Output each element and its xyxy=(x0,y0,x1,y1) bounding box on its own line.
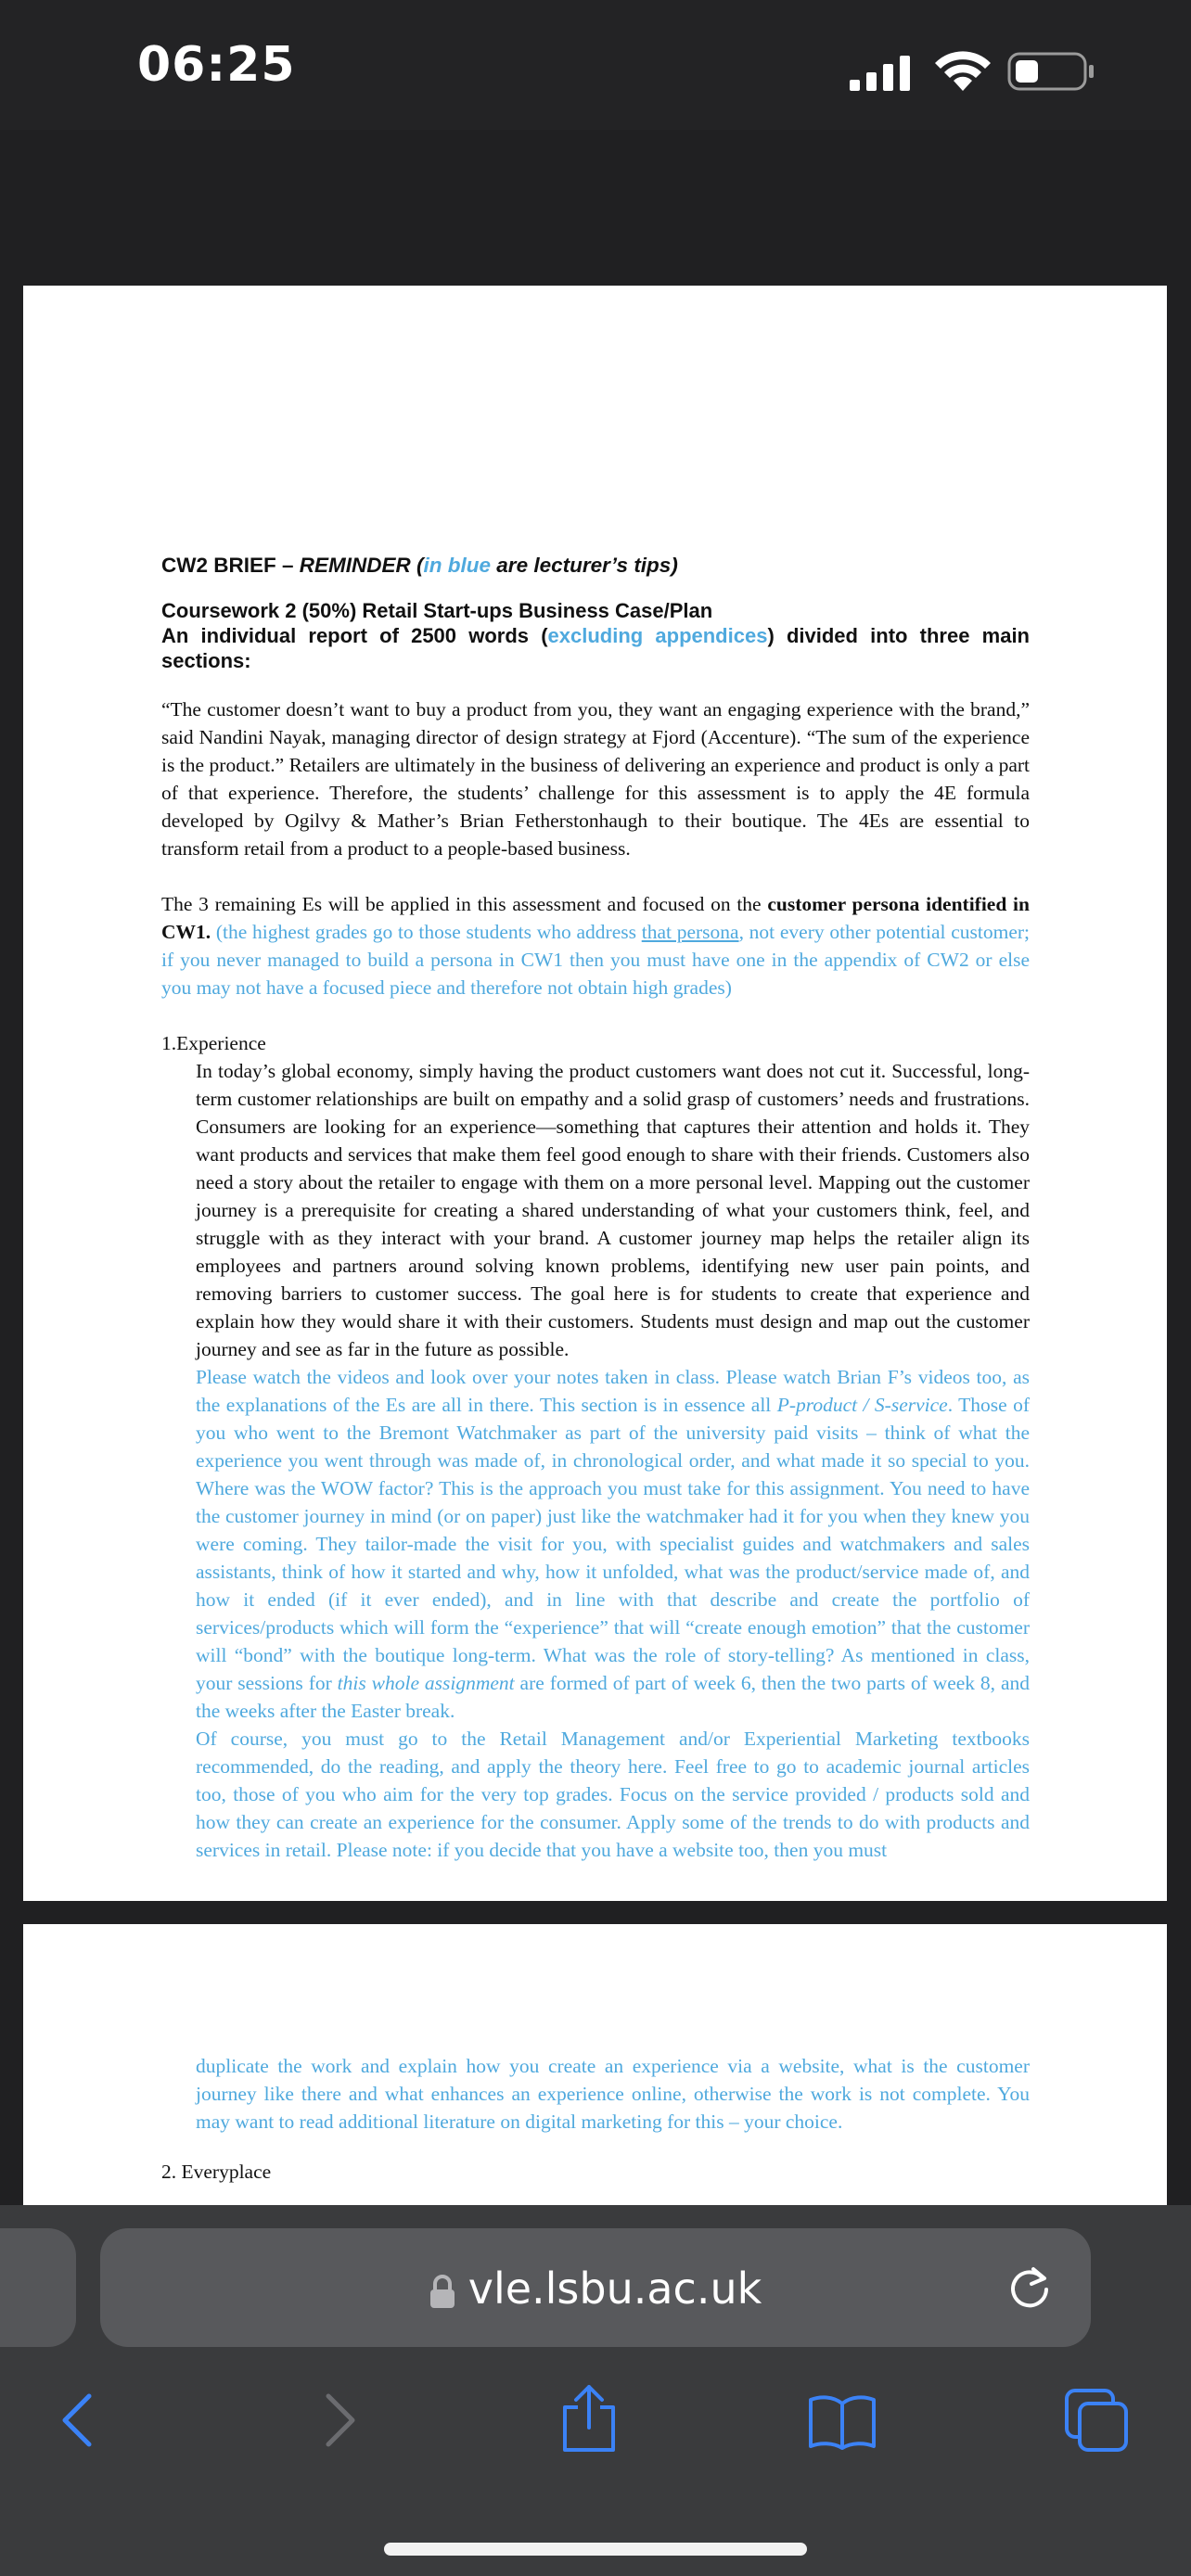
es-paragraph-text: The 3 remaining Es will be applied in this assessment and focused on the xyxy=(161,893,768,915)
document-page-2 xyxy=(23,1924,1167,2205)
brief-title-prefix: CW2 BRIEF – xyxy=(161,554,300,577)
share-icon[interactable] xyxy=(559,2383,619,2454)
report-line-after: ) divided into three main sections: xyxy=(161,624,1030,672)
lock-icon xyxy=(429,2275,455,2310)
experience-tip-1 xyxy=(196,1363,1030,1725)
signal-icon xyxy=(850,54,918,91)
brief-title-in-blue: in blue xyxy=(423,554,492,577)
section-1-text: In today’s global economy, simply having the product customers want does not cut it. Successful, long-term customer relationships are built on empathy and a solid grasp of customers’ needs and frustrations. Consumers are looking for an experience—something that captures their attention and holds it. They want products and services that make them feel good enough to share with their friends. Customers also need a story about the retailer to engage with them on a more personal level. Mapping out the customer journey is a prerequisite for creating a shared understanding of what your customers think, feel, and struggle with as they interact with your brand. A customer journey map helps the retailer align its employees and partners around solving known problems, identifying new user pain points, and removing barriers to customer success. The goal here is for students to create that experience and explain how they would share it with their customers. Students must design and map out the customer journey and see as far in the future as possible. xyxy=(196,1060,1030,1360)
page-1-content xyxy=(161,552,1030,1864)
brief-title xyxy=(161,552,1030,580)
intro-paragraph: “The customer doesn’t want to buy a product from you, they want an engaging experience with the brand,” said Nandini Nayak, managing director of design strategy at Fjord (Accenture). “The sum of the experience is the product.” Retailers are ultimately in the business of delivering an experience and product is only a part of that experience. Therefore, the students’ challenge for this assessment is to apply the 4E formula developed by Ogilvy & Mather’s Brian Fetherstonhaugh to their boutique. The 4Es are essential to transform retail from a product to a people-based business. xyxy=(161,698,1030,860)
brief-title-paren: ( xyxy=(410,554,424,577)
es-tip-underlined: that persona xyxy=(641,921,739,943)
tip-1-italic: P-product / S-service xyxy=(776,1394,948,1416)
previous-tab-stub[interactable] xyxy=(0,2228,76,2347)
address-bar[interactable] xyxy=(100,2228,1091,2347)
tabs-icon[interactable] xyxy=(1063,2387,1130,2454)
tip-1-italic-2: this whole assignment xyxy=(337,1672,515,1694)
section-2-heading: 2. Everyplace xyxy=(161,2161,272,2183)
url-display[interactable] xyxy=(100,2264,1091,2314)
chevron-left-icon[interactable] xyxy=(58,2391,98,2450)
tip-1-before: Please watch the videos and look over your notes taken in class. Please watch Brian F’s videos too, as the explanations of the Es are all in there. This section is in essence all xyxy=(196,1366,1030,1416)
document-page-1 xyxy=(23,286,1167,1901)
url-text: vle.lsbu.ac.uk xyxy=(467,2264,762,2314)
book-icon[interactable] xyxy=(807,2394,877,2450)
report-line-before: An individual report of 2500 words ( xyxy=(161,624,548,647)
status-icons xyxy=(850,50,1100,95)
browser-toolbar xyxy=(0,2205,1191,2576)
reload-icon[interactable] xyxy=(1005,2264,1054,2312)
status-bar xyxy=(0,0,1191,130)
tip-1-after: . Those of you who went to the Bremont Watchmaker as part of the university paid visits – think of what the experience you went through was made of, in chronological order, and what made it so special to you. Where was the WOW factor? This is the approach you must take for this assignment. You need to have the customer journey in mind (or on paper) just like the watchmaker had it for you when they knew you were coming. They tailor-made the visit for you, with specialist guides and watchmakers and sales assistants, think of how it started and why, how it unfolded, what was the product/service made of, and how it ended (if it ever ended), and in line with that describe and create the portfolio of services/products which will form the “experience” that will “create enough emotion” that the customer will “bond” with the boutique long-term. What was the role of story-telling? As mentioned in class, your sessions for xyxy=(196,1394,1031,1694)
section-1-heading: 1.Experience xyxy=(161,1032,266,1054)
coursework-title: Coursework 2 (50%) Retail Start-ups Business Case/Plan xyxy=(161,599,713,622)
chevron-right-icon[interactable] xyxy=(319,2391,360,2450)
report-line xyxy=(161,623,1030,673)
experience-tip-2: Of course, you must go to the Retail Management and/or Experiential Marketing textbooks recommended, do the reading, and apply the theory here. Feel free to go to academic journal articles too, those of you who aim for the very top grades. Focus on the service provided / products sold and how they can create an experience for the consumer. Apply some of the trends to do with products and services in retail. Please note: if you decide that you have a website too, then you must xyxy=(196,1728,1030,1861)
brief-title-suffix: are lecturer’s tips) xyxy=(491,554,678,577)
es-tip-after: , not every other potential customer; if you never managed to build a persona in CW1 then you must have one in the appendix of CW2 or else you may not have a focused piece and therefore not obtain high grades) xyxy=(161,921,1031,999)
tip-1-after-2: are formed of part of week 6, then the two parts of week 8, and the weeks after the Easter break. xyxy=(196,1672,1031,1722)
battery-icon xyxy=(1007,50,1096,93)
es-paragraph xyxy=(161,890,1030,1001)
document-viewer[interactable] xyxy=(0,130,1191,2205)
status-time: 06:25 xyxy=(137,37,296,93)
experience-tip-continued: duplicate the work and explain how you create an experience via a website, what is the customer journey like there and what enhances an experience online, otherwise the work is not complete. You may want to read additional literature on digital marketing for this – your choice. xyxy=(196,2055,1030,2133)
report-line-excluding: excluding appendices xyxy=(547,624,768,647)
home-indicator[interactable] xyxy=(384,2543,807,2556)
wifi-icon xyxy=(933,50,992,93)
brief-title-reminder: REMINDER xyxy=(299,554,411,577)
page-2-content xyxy=(161,2052,1030,2186)
es-paragraph-bold: customer persona identified in CW1. xyxy=(161,893,1030,943)
es-tip-before: (the highest grades go to those students who address xyxy=(211,921,642,943)
